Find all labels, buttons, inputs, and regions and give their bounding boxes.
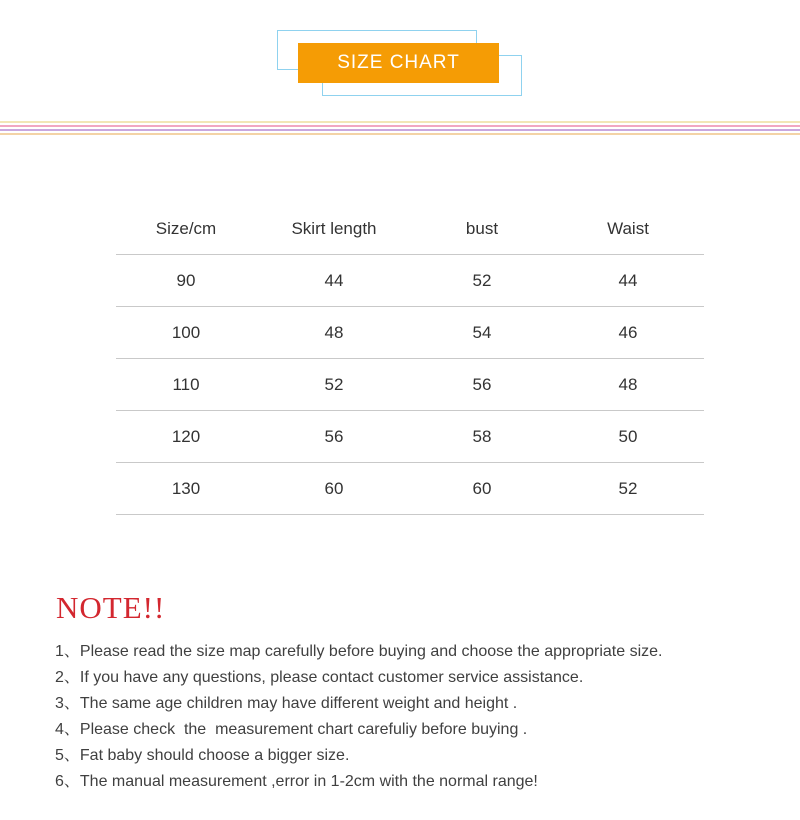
note-item: 4、Please check the measurement chart carefuliy before buying . — [55, 721, 528, 738]
stripe — [0, 133, 800, 135]
header-banner — [0, 0, 800, 150]
table-row — [116, 307, 704, 359]
cell-waist: 48 — [552, 359, 704, 411]
cell-bust: 58 — [412, 411, 552, 463]
column-header-skirt-length: Skirt length — [291, 219, 377, 238]
cell-skirt-length: 44 — [256, 255, 412, 307]
note-title: NOTE!! — [56, 590, 166, 625]
cell-skirt-length: 52 — [256, 359, 412, 411]
cell-size: 110 — [116, 359, 256, 411]
table-header-row — [116, 204, 704, 255]
column-header-bust: bust — [465, 219, 499, 238]
cell-waist: 50 — [552, 411, 704, 463]
table-row — [116, 463, 704, 515]
cell-bust: 54 — [412, 307, 552, 359]
cell-skirt-length: 60 — [256, 463, 412, 515]
stripe — [0, 129, 800, 131]
table-row — [116, 255, 704, 307]
stripe — [0, 125, 800, 127]
table-row — [116, 411, 704, 463]
cell-skirt-length: 48 — [256, 307, 412, 359]
note-item: 5、Fat baby should choose a bigger size. — [55, 747, 350, 764]
table-row — [116, 359, 704, 411]
cell-skirt-length: 56 — [256, 411, 412, 463]
note-item: 2、If you have any questions, please contact customer service assistance. — [55, 669, 584, 686]
stripe — [0, 121, 800, 123]
column-header-size: Size/cm — [155, 219, 217, 238]
cell-size: 100 — [116, 307, 256, 359]
note-item: 3、The same age children may have different weight and height . — [55, 695, 518, 712]
size-table — [116, 204, 704, 515]
note-item: 1、Please read the size map carefully before buying and choose the appropriate size. — [55, 643, 663, 660]
cell-bust: 56 — [412, 359, 552, 411]
cell-waist: 52 — [552, 463, 704, 515]
cell-waist: 46 — [552, 307, 704, 359]
cell-size: 90 — [116, 255, 256, 307]
cell-bust: 60 — [412, 463, 552, 515]
cell-waist: 44 — [552, 255, 704, 307]
cell-size: 120 — [116, 411, 256, 463]
notes-list — [55, 641, 662, 797]
decorative-stripes — [0, 121, 800, 137]
cell-size: 130 — [116, 463, 256, 515]
size-chart-title: SIZE CHART — [298, 43, 499, 83]
cell-bust: 52 — [412, 255, 552, 307]
note-item: 6、The manual measurement ,error in 1-2cm with the normal range! — [55, 773, 538, 790]
column-header-waist: Waist — [607, 219, 649, 238]
